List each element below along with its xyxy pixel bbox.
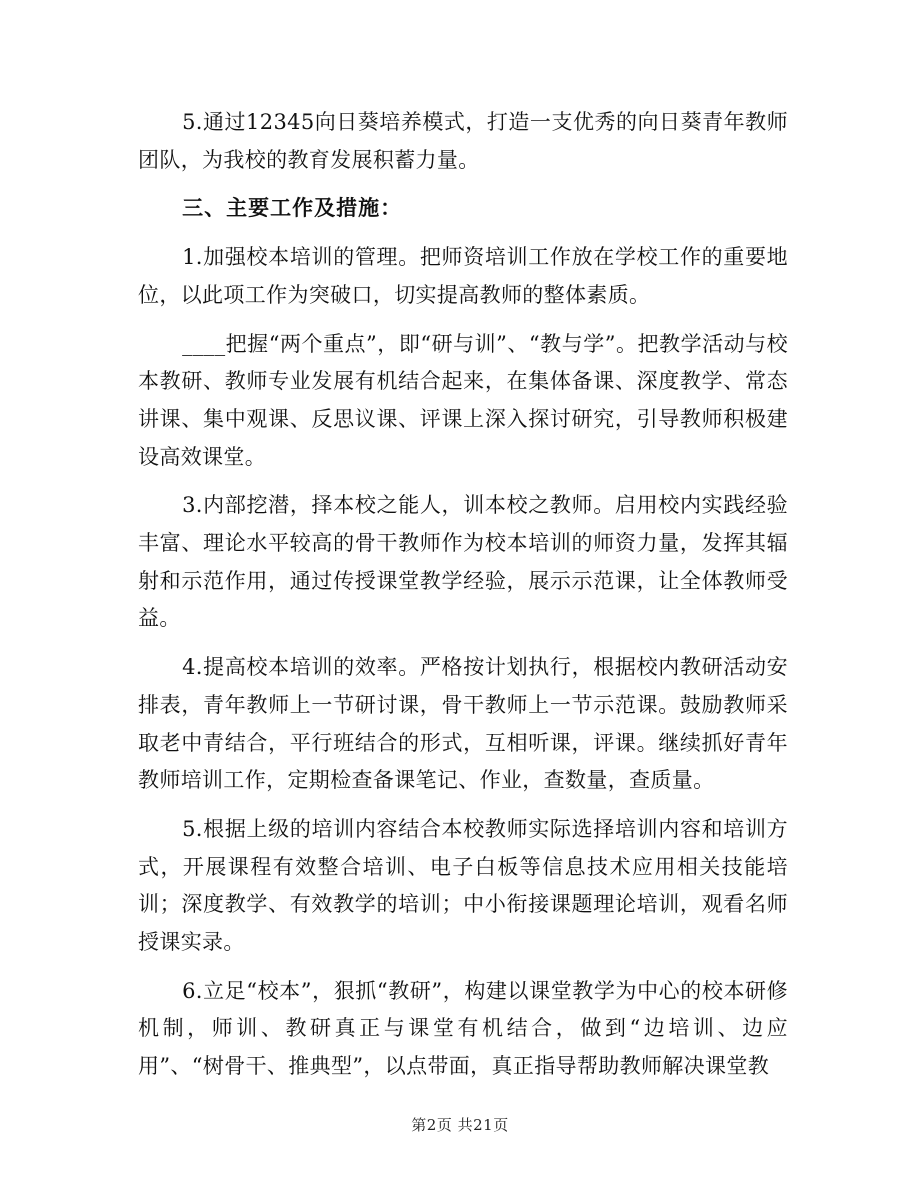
paragraph-measure-1: 1.加强校本培训的管理。把师资培训工作放在学校工作的重要地位，以此项工作为突破口，切实提高教师的整体素质。 bbox=[138, 245, 788, 307]
paragraph-measure-3: 3.内部挖潜，择本校之能人，训本校之教师。启用校内实践经验丰富、理论水平较高的骨干教师作为校本培训的师资力量，发挥其辐射和示范作用，通过传授课堂教学经验，展示示范课，让全体教师受益。 bbox=[138, 493, 788, 631]
paragraph-measure-5: 5.根据上级的培训内容结合本校教师实际选择培训内容和培训方式，开展课程有效整合培训、电子白板等信息技术应用相关技能培训；深度教学、有效教学的培训；中小衔接课题理论培训，观看名师授课实录。 bbox=[138, 816, 788, 955]
paragraph-measure-4: 4.提高校本培训的效率。严格按计划执行，根据校内教研活动安排表，青年教师上一节研讨课，骨干教师上一节示范课。鼓励教师采取老中青结合，平行班结合的形式，互相听课，评课。继续抓好青年教师培训工作，定期检查备课笔记、作业，查数量，查质量。 bbox=[138, 655, 788, 793]
paragraph-goal-5: 5.通过12345向日葵培养模式，打造一支优秀的向日葵青年教师团队，为我校的教育发展积蓄力量。 bbox=[138, 110, 788, 172]
document-body bbox=[138, 104, 788, 1097]
paragraph-measure-2: ____把握“两个重点”，即“研与训”、“教与学”。把教学活动与校本教研、教师专业发展有机结合起来，在集体备课、深度教学、常态讲课、集中观课、反思议课、评课上深入探讨研究，引导教师积极建设高效课堂。 bbox=[138, 331, 788, 469]
section-heading: 三、主要工作及措施： bbox=[182, 196, 403, 221]
paragraph-measure-6: 6.立足“校本”，狠抓“教研”，构建以课堂教学为中心的校本研修机制，师训、教研真正与课堂有机结合，做到“边培训、边应用”、“树骨干、推典型”，以点带面，真正指导帮助教师解决课堂教 bbox=[138, 978, 788, 1079]
page-number: 第2页 共21页 bbox=[411, 1116, 509, 1134]
